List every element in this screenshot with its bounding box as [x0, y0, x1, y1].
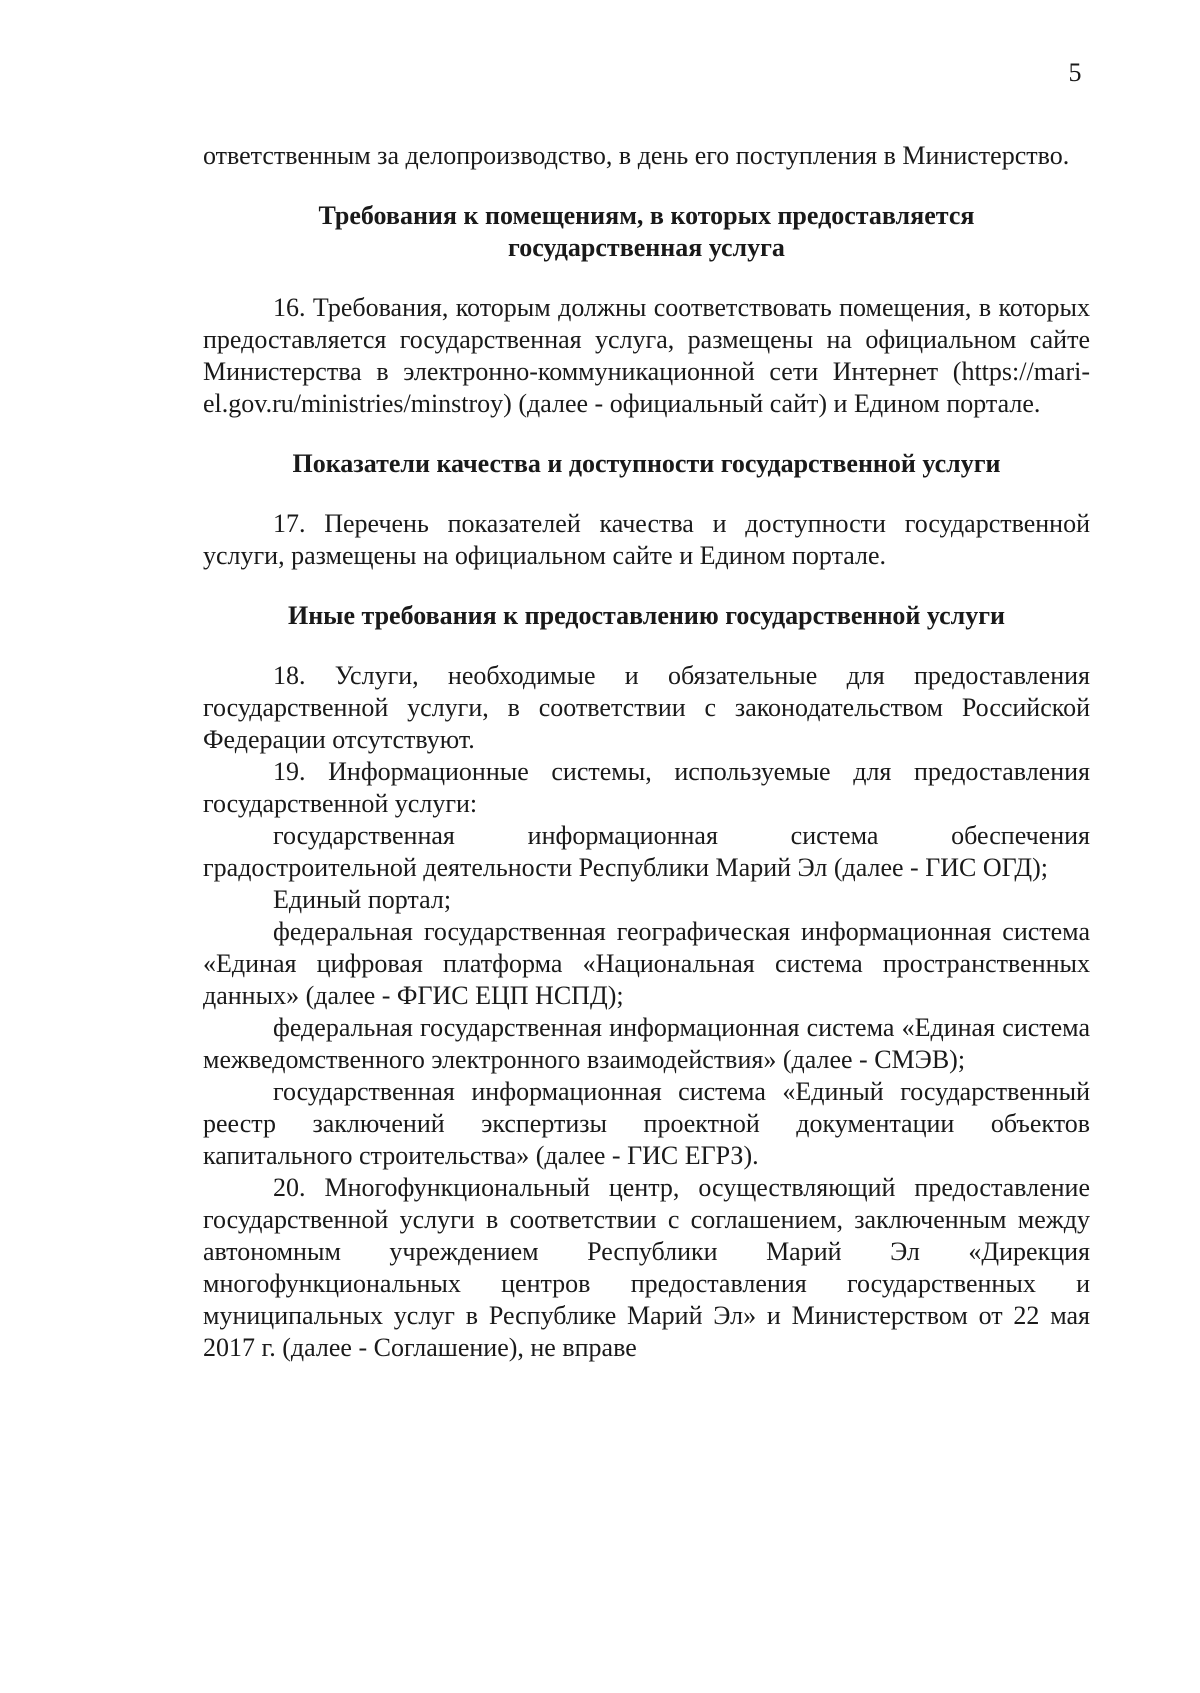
paragraph-19-item-smev: федеральная государственная информационная система «Единая система межведомственного электронного взаимодействия» (далее - СМЭВ);: [203, 1013, 1090, 1074]
page-number: 5: [1068, 58, 1082, 87]
spacer: [203, 172, 1090, 200]
paragraph-18: 18. Услуги, необходимые и обязательные для предоставления государственной услуги, в соответствии с законодательством Российской Федерации отсутствуют.: [203, 661, 1090, 754]
section-heading-other: Иные требования к предоставлению государственной услуги: [287, 601, 1006, 630]
spacer: [203, 420, 1090, 448]
section-heading-premises-line1: Требования к помещениям, в которых предоставляется: [318, 201, 975, 230]
paragraph-19-item-gis-ogd: государственная информационная система обеспечения градостроительной деятельности Республики Марий Эл (далее - ГИС ОГД);: [203, 821, 1090, 882]
spacer: [203, 480, 1090, 508]
paragraph-19-item-gis-egrz: государственная информационная система «Единый государственный реестр заключений экспертизы проектной документации объектов капитального строительства» (далее - ГИС ЕГРЗ).: [203, 1077, 1090, 1170]
paragraph-16: 16. Требования, которым должны соответствовать помещения, в которых предоставляется государственная услуга, размещены на официальном сайте Министерства в электронно-коммуникационной сети Интернет (https://mari-el.gov.ru/ministries/minstroy) (далее - официальный сайт) и Едином портале.: [203, 293, 1090, 418]
paragraph-17: 17. Перечень показателей качества и доступности государственной услуги, размещены на официальном сайте и Едином портале.: [203, 509, 1090, 570]
section-heading-quality: Показатели качества и доступности государственной услуги: [292, 449, 1001, 478]
paragraph-continuation: ответственным за делопроизводство, в день его поступления в Министерство.: [203, 141, 1070, 170]
section-heading-premises-line2: государственная услуга: [508, 233, 785, 262]
document-body: [203, 140, 1090, 1364]
spacer: [203, 264, 1090, 292]
paragraph-19-item-portal: Единый портал;: [273, 885, 452, 914]
spacer: [203, 632, 1090, 660]
paragraph-20: 20. Многофункциональный центр, осуществляющий предоставление государственной услуги в соответствии с соглашением, заключенным между автономным учреждением Республики Марий Эл «Дирекция многофункциональных центров предоставления государственных и муниципальных услуг в Республике Марий Эл» и Министерством от 22 мая 2017 г. (далее - Соглашение), не вправе: [203, 1173, 1090, 1362]
paragraph-19: 19. Информационные системы, используемые для предоставления государственной услуги:: [203, 757, 1090, 818]
paragraph-19-item-fgis: федеральная государственная географическая информационная система «Единая цифровая платформа «Национальная система пространственных данных» (далее - ФГИС ЕЦП НСПД);: [203, 917, 1090, 1010]
spacer: [203, 572, 1090, 600]
